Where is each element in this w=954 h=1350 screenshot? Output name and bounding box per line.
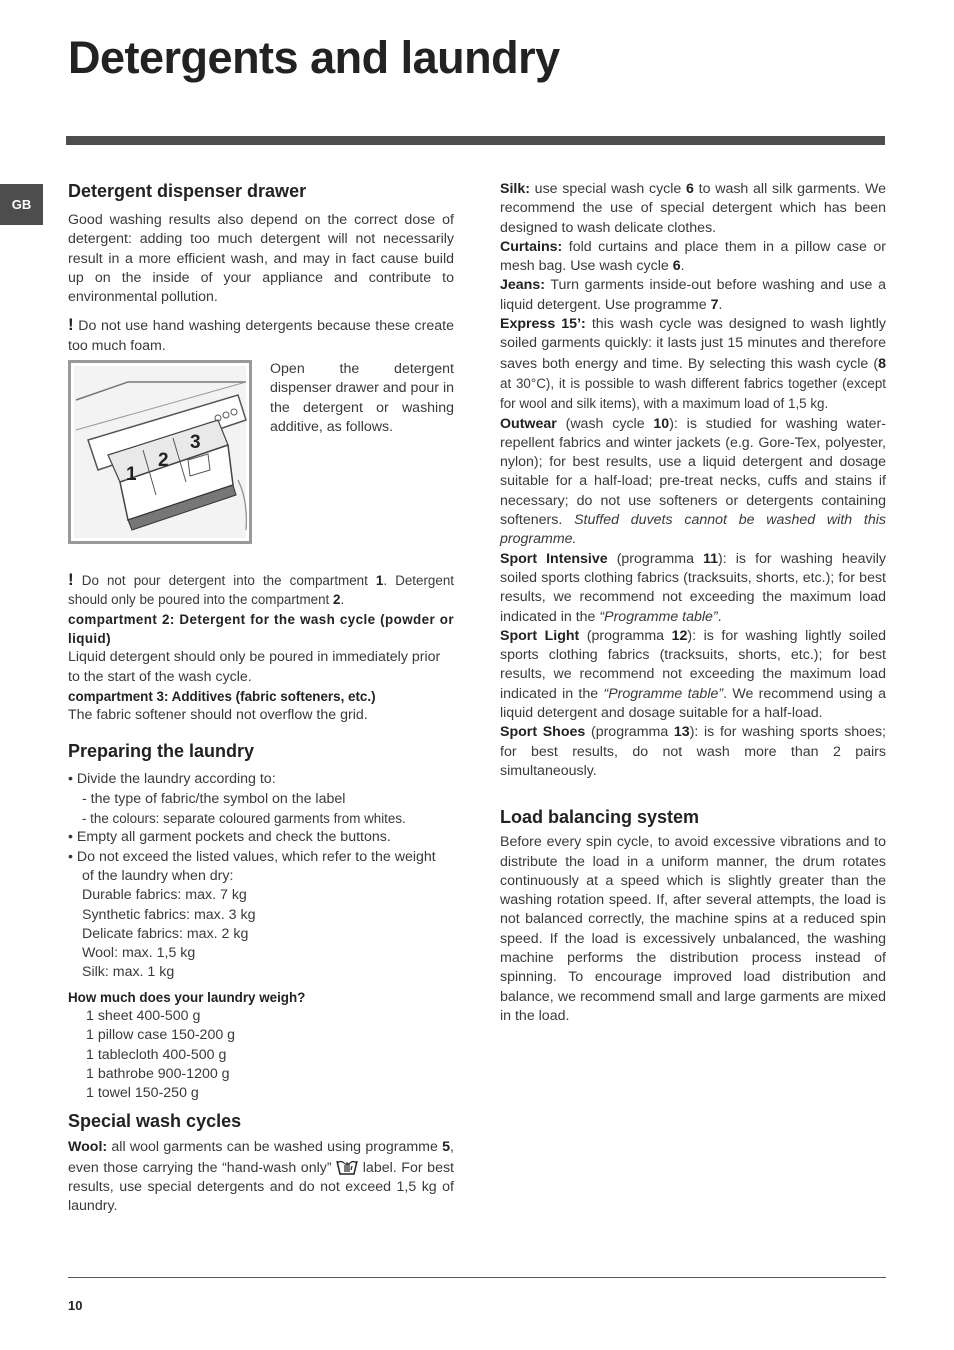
- compartment-label-2: 2: [158, 450, 169, 472]
- compartment-2-text: Liquid detergent should only be poured in immediately prior to the start of the wash cycle.: [68, 649, 441, 685]
- compartment-label-1: 1: [126, 464, 137, 486]
- warning-icon: !: [68, 570, 74, 590]
- warning-compartment: ! Do not pour detergent into the compartment 1. Detergent should only be poured into the compartment 2.: [68, 570, 454, 608]
- footer-divider: [68, 1277, 886, 1278]
- list-item: - the colours: separate coloured garments from whites.: [82, 811, 406, 827]
- left-column: [68, 180, 454, 1217]
- sport-light-paragraph: Sport Light (programma 12): is for washing lightly soiled sports clothing fabrics (tracksuits, shorts, etc.); for best results, we recommend not exceeding the maximum load indicated in the “Programme table”. We recommend using a liquid detergent and dosage suitable for a half-load.: [500, 627, 886, 722]
- list-item: - the type of fabric/the symbol on the label: [82, 790, 346, 807]
- limit-item: Delicate fabrics: max. 2 kg: [82, 925, 249, 942]
- list-item: • Divide the laundry according to:: [68, 771, 276, 788]
- silk-paragraph: Silk: use special wash cycle 6 to wash all silk garments. We recommend the use of special detergent which has been designed to wash delicate clothes.: [500, 181, 886, 236]
- outwear-paragraph: Outwear (wash cycle 10): is studied for washing water-repellent fabrics and winter jackets (e.g. Gore-Tex, polyester, nylon); for best results, use a liquid detergent and dosage suitable for a half-load; pre-treat necks, cuffs and stains if necessary; do not use softeners or detergents containing softeners. Stuffed duvets cannot be washed with this programme.: [500, 415, 886, 548]
- weight-item: 1 pillow case 150-200 g: [86, 1027, 236, 1044]
- weight-item: 1 towel 150-250 g: [86, 1085, 199, 1102]
- sport-intensive-paragraph: Sport Intensive (programma 11): is for washing heavily soiled sports clothing fabrics (tracksuits, shorts, etc.); for best results, we recommend not exceeding the maximum load indicated in the “Programme table”.: [500, 550, 886, 625]
- weight-item: 1 sheet 400-500 g: [86, 1008, 201, 1025]
- list-item: • Empty all garment pockets and check the buttons.: [68, 829, 391, 846]
- weight-heading: How much does your laundry weigh?: [68, 989, 306, 1005]
- preparing-list: [68, 770, 454, 982]
- express-paragraph: Express 15’: this wash cycle was designed to wash lightly soiled garments quickly: it lasts just 15 minutes and therefore saves both energy and time. By selecting this wash cycle (8 at 30°C), it is possible to wash different fabrics together (except for wool and silk items), with a maximum load of 1,5 kg.: [500, 316, 886, 412]
- figure-caption: Open the detergent dispenser drawer and pour in the detergent or washing additive, as follows.: [270, 361, 454, 435]
- compartment-3-text: The fabric softener should not overflow the grid.: [68, 707, 368, 724]
- limit-item: Durable fabrics: max. 7 kg: [82, 887, 247, 904]
- weight-item: 1 tablecloth 400-500 g: [86, 1046, 227, 1063]
- compartment-3-heading: compartment 3: Additives (fabric softeners, etc.): [68, 688, 376, 704]
- compartment-2-heading: compartment 2: Detergent for the wash cycle (powder or liquid): [68, 611, 454, 646]
- hand-wash-symbol-icon: [336, 1157, 358, 1175]
- list-item: • Do not exceed the listed values, which refer to the weight: [68, 848, 436, 865]
- special-cycles-heading: Special wash cycles: [68, 1110, 242, 1131]
- load-balancing-text: Before every spin cycle, to avoid excessive vibrations and to distribute the load in a uniform manner, the drum rotates continuously at a speed which is slightly greater than the washing rotation speed. If, after several attempts, the load is not balanced correctly, the machine spins at a reduced spin speed. If the load is excessively unbalanced, the washing machine performs the distribution process instead of spinning. To encourage improved load distribution and balance, we recommend small and large garments are mixed in the load.: [500, 834, 886, 1024]
- weight-item: 1 bathrobe 900-1200 g: [86, 1065, 230, 1082]
- limit-item: Synthetic fabrics: max. 3 kg: [82, 906, 256, 923]
- limit-item: Wool: max. 1,5 kg: [82, 945, 196, 962]
- wool-paragraph: Wool: all wool garments can be washed using programme 5, even those carrying the “hand-wash only” label. For best results, use special detergents and do not exceed 1,5 kg of laundry.: [68, 1138, 455, 1215]
- dispenser-heading: Detergent dispenser drawer: [68, 181, 307, 201]
- jeans-paragraph: Jeans: Turn garments inside-out before washing and use a liquid detergent. Use programme 7.: [500, 277, 886, 313]
- dispenser-intro: Good washing results also depend on the correct dose of detergent: adding too much detergent will not necessarily result in a more efficient wash, and may in fact cause build up on the inside of your appliance and contribute to environmental pollution.: [68, 212, 454, 306]
- sport-shoes-paragraph: Sport Shoes (programma 13): is for washing sports shoes; for best results, do not wash more than 2 pairs simultaneously.: [500, 724, 886, 779]
- dispenser-drawer-illustration: [68, 360, 252, 544]
- curtains-paragraph: Curtains: fold curtains and place them in a pillow case or mesh bag. Use wash cycle 6.: [500, 238, 886, 275]
- preparing-heading: Preparing the laundry: [68, 741, 255, 762]
- language-tab: GB: [0, 184, 43, 225]
- weight-list: [68, 1007, 454, 1103]
- limit-item: Silk: max. 1 kg: [82, 964, 175, 981]
- warning-text: Do not use hand washing detergents because these create too much foam.: [68, 318, 454, 354]
- compartment-label-3: 3: [190, 432, 201, 454]
- page-number: 10: [68, 1298, 83, 1313]
- list-item: of the laundry when dry:: [82, 867, 234, 884]
- title-divider: [66, 136, 885, 145]
- load-balancing-heading: Load balancing system: [500, 807, 700, 828]
- page-title: Detergents and laundry: [68, 32, 560, 83]
- warning-handwash: [68, 315, 454, 356]
- warning-icon: !: [68, 315, 74, 335]
- right-column: [500, 180, 886, 1026]
